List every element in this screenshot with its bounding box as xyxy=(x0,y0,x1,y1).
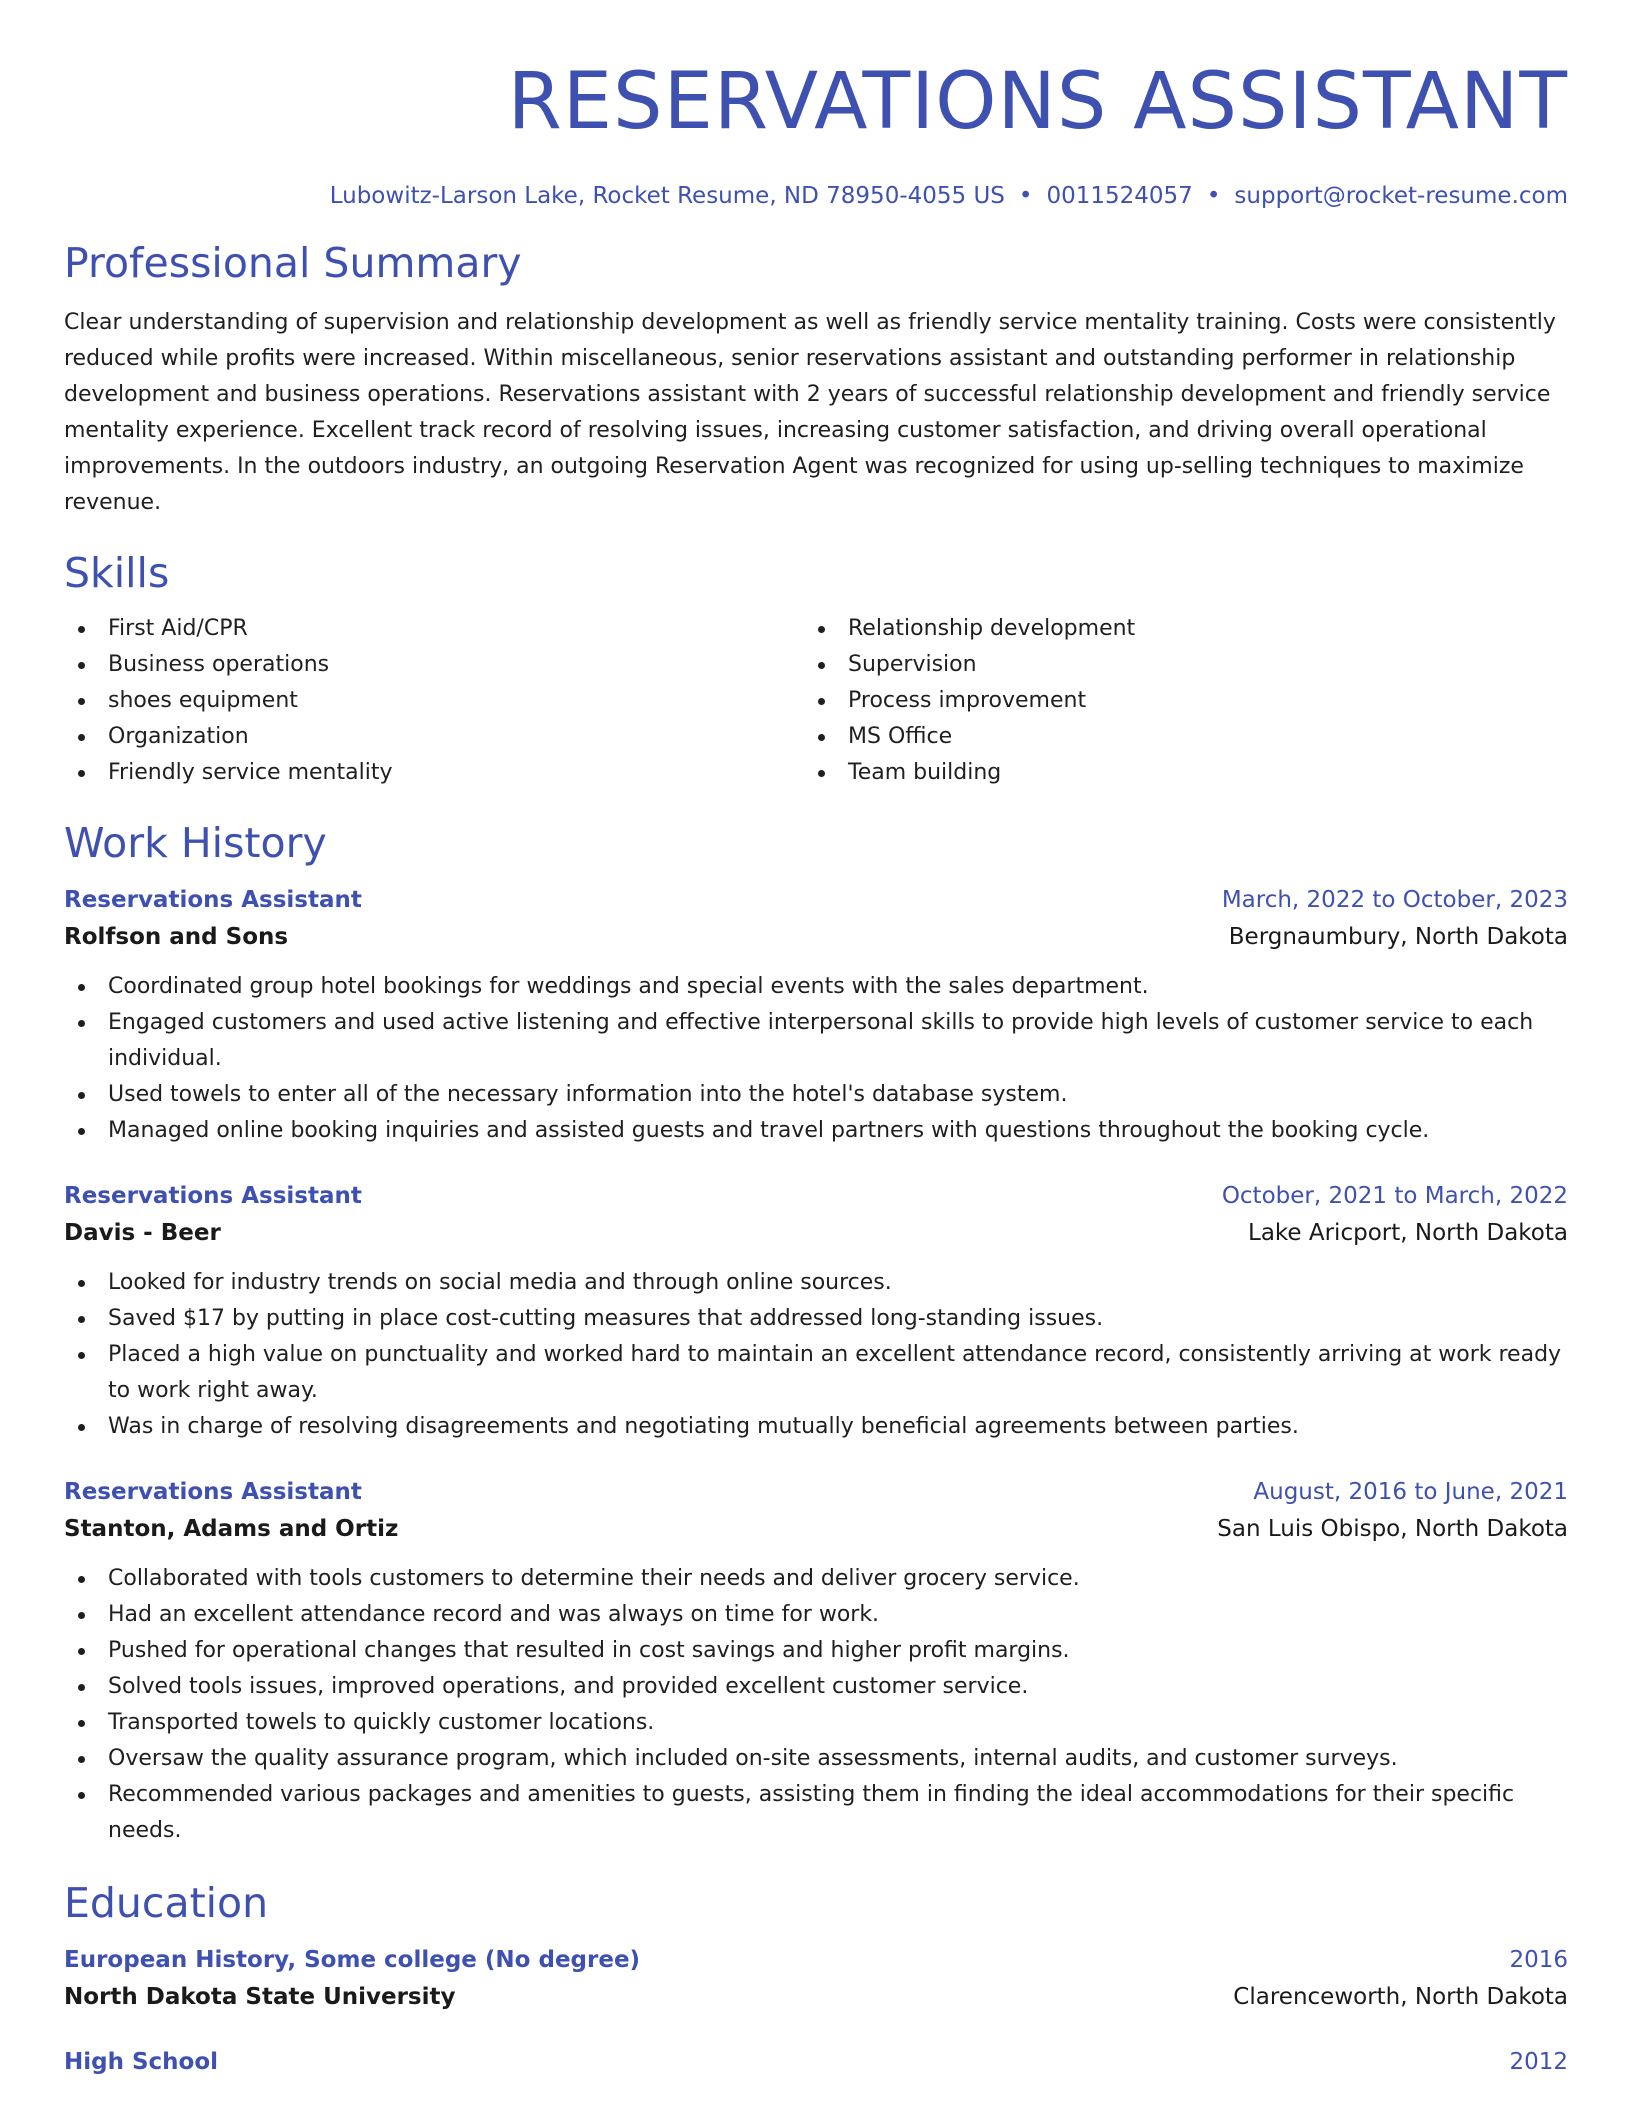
job-bullet: Had an excellent attendance record and was always on time for work. xyxy=(64,1597,1568,1633)
education-heading: Education xyxy=(64,1879,269,1927)
job-bullet: Oversaw the quality assurance program, which included on-site assessments, internal audits, and customer surveys. xyxy=(64,1741,1568,1777)
skill-item: First Aid/CPR xyxy=(64,611,804,647)
education-school: North Dakota State University xyxy=(64,1984,456,2010)
work-history-heading: Work History xyxy=(64,819,327,867)
education-entry xyxy=(64,1943,1568,2017)
job-role: Reservations Assistant xyxy=(64,1479,362,1505)
skill-item: Organization xyxy=(64,719,804,755)
job-bullet: Was in charge of resolving disagreements and negotiating mutually beneficial agreements between parties. xyxy=(64,1409,1568,1445)
job-dates: March, 2022 to October, 2023 xyxy=(1221,887,1568,913)
work-history-section xyxy=(64,817,1568,1849)
contact-separator: • xyxy=(1206,183,1221,209)
skills-heading: Skills xyxy=(64,549,170,597)
job-bullet: Recommended various packages and amenities to guests, assisting them in finding the ideal accommodations for their specific needs. xyxy=(64,1777,1568,1849)
job-bullets xyxy=(64,1561,1568,1849)
skills-section xyxy=(64,547,1568,791)
contact-address: Lubowitz-Larson Lake, Rocket Resume, ND 78950-4055 US xyxy=(329,183,1005,209)
resume-title: RESERVATIONS ASSISTANT xyxy=(507,57,1568,147)
job-bullets xyxy=(64,1265,1568,1445)
job-entry xyxy=(64,1475,1568,1849)
job-company: Davis - Beer xyxy=(64,1220,221,1246)
job-dates: October, 2021 to March, 2022 xyxy=(1221,1183,1568,1209)
summary-section xyxy=(64,237,1568,521)
summary-heading: Professional Summary xyxy=(64,239,522,287)
job-company: Rolfson and Sons xyxy=(64,924,289,950)
job-role: Reservations Assistant xyxy=(64,1183,362,1209)
skill-item: Business operations xyxy=(64,647,804,683)
skill-item: Process improvement xyxy=(804,683,1544,719)
job-bullet: Managed online booking inquiries and assisted guests and travel partners with questions throughout the booking cycle. xyxy=(64,1113,1568,1149)
job-bullet: Used towels to enter all of the necessary information into the hotel's database system. xyxy=(64,1077,1568,1113)
job-company: Stanton, Adams and Ortiz xyxy=(64,1516,399,1542)
education-year: 2012 xyxy=(1509,2049,1568,2075)
contact-line xyxy=(64,181,1568,211)
education-year: 2016 xyxy=(1509,1947,1568,1973)
job-location: Bergnaumbury, North Dakota xyxy=(1228,924,1568,950)
job-dates: August, 2016 to June, 2021 xyxy=(1253,1479,1568,1505)
skill-item: Relationship development xyxy=(804,611,1544,647)
education-degree: European History, Some college (No degree) xyxy=(64,1947,641,1973)
skills-list xyxy=(64,611,1568,791)
job-location: Lake Aricport, North Dakota xyxy=(1248,1220,1568,1246)
skill-item: shoes equipment xyxy=(64,683,804,719)
job-bullet: Saved $17 by putting in place cost-cutting measures that addressed long-standing issues. xyxy=(64,1301,1568,1337)
job-role: Reservations Assistant xyxy=(64,887,362,913)
skill-item: MS Office xyxy=(804,719,1544,755)
skill-item: Team building xyxy=(804,755,1544,791)
education-entry xyxy=(64,2045,1568,2079)
contact-separator: • xyxy=(1018,183,1033,209)
job-bullets xyxy=(64,969,1568,1149)
skill-item: Friendly service mentality xyxy=(64,755,804,791)
job-bullet: Coordinated group hotel bookings for weddings and special events with the sales department. xyxy=(64,969,1568,1005)
job-bullet: Transported towels to quickly customer locations. xyxy=(64,1705,1568,1741)
education-section xyxy=(64,1877,1568,2079)
job-bullet: Looked for industry trends on social media and through online sources. xyxy=(64,1265,1568,1301)
resume-header xyxy=(64,58,1568,211)
job-bullet: Solved tools issues, improved operations, and provided excellent customer service. xyxy=(64,1669,1568,1705)
skill-item: Supervision xyxy=(804,647,1544,683)
job-bullet: Collaborated with tools customers to determine their needs and deliver grocery service. xyxy=(64,1561,1568,1597)
summary-text: Clear understanding of supervision and relationship development as well as friendly service mentality training. Costs were consistently reduced while profits were increased. Within miscellaneous, senior reservations assistant and outstanding performer in relationship development and business operations. Reservations assistant with 2 years of successful relationship development and friendly service mentality experience. Excellent track record of resolving issues, increasing customer satisfaction, and driving overall operational improvements. In the outdoors industry, an outgoing Reservation Agent was recognized for using up-selling techniques to maximize revenue. xyxy=(64,310,1556,515)
job-entry xyxy=(64,1179,1568,1445)
education-degree: High School xyxy=(64,2049,219,2075)
job-bullet: Engaged customers and used active listening and effective interpersonal skills to provide high levels of customer service to each individual. xyxy=(64,1005,1568,1077)
contact-phone: 0011524057 xyxy=(1046,183,1193,209)
skills-column-right xyxy=(804,611,1544,791)
contact-email[interactable]: support@rocket-resume.com xyxy=(1234,183,1568,209)
job-location: San Luis Obispo, North Dakota xyxy=(1217,1516,1568,1542)
skills-column-left xyxy=(64,611,804,791)
job-entry xyxy=(64,883,1568,1149)
job-bullet: Placed a high value on punctuality and worked hard to maintain an excellent attendance record, consistently arriving at work ready to work right away. xyxy=(64,1337,1568,1409)
education-location: Clarenceworth, North Dakota xyxy=(1233,1984,1568,2010)
job-bullet: Pushed for operational changes that resulted in cost savings and higher profit margins. xyxy=(64,1633,1568,1669)
